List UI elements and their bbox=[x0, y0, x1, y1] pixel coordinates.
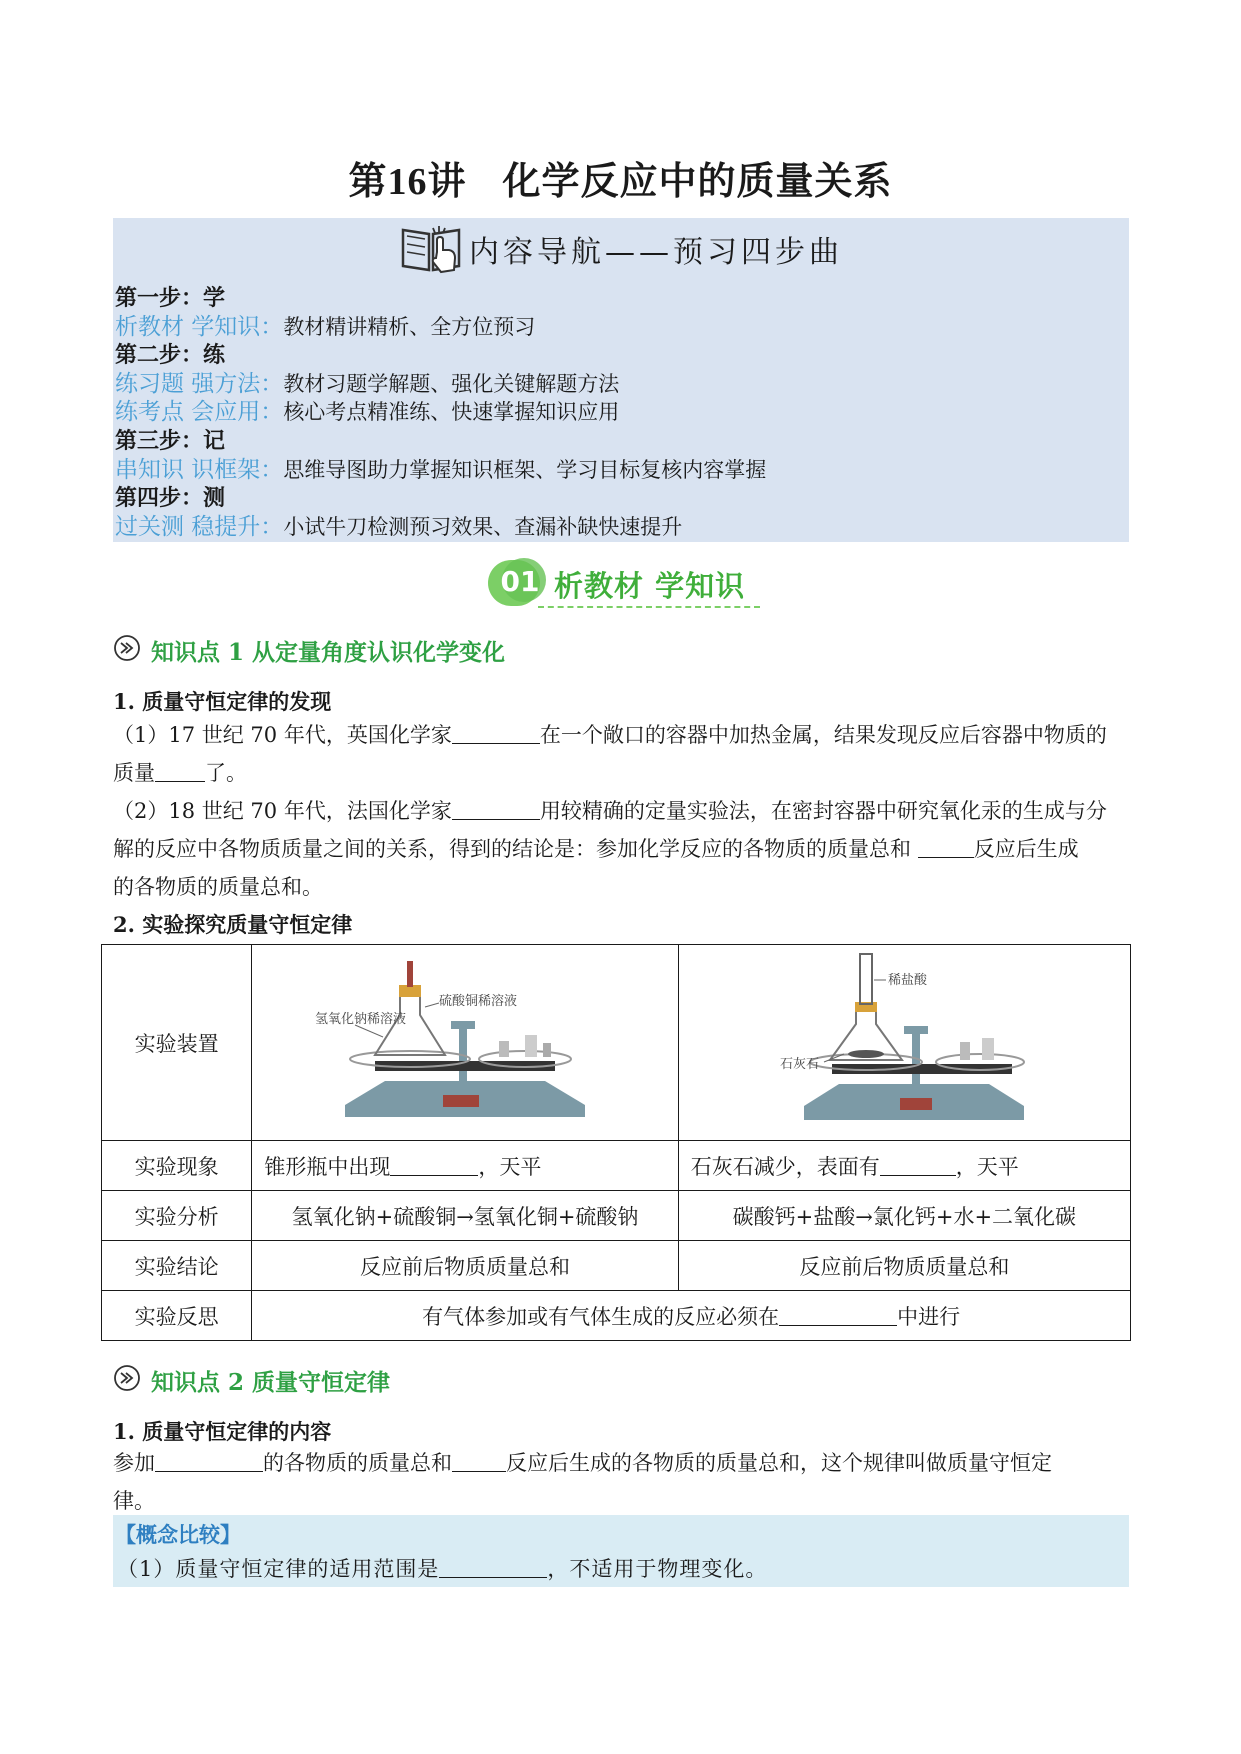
nav-item-4: 串知识 识框架：思维导图助力掌握知识框架、学习目标复核内容掌握 bbox=[115, 456, 767, 483]
phenomenon-2: 石灰石减少，表面有 ，天平 bbox=[678, 1141, 1130, 1191]
nav-step-4: 第四步：测 bbox=[115, 485, 226, 512]
label-dilute-hcl: 稀盐酸 bbox=[888, 973, 928, 988]
conclusion-1: 反应前后物质质量总和 bbox=[252, 1241, 678, 1291]
lecture-number: 第16讲 bbox=[348, 161, 467, 203]
blank-scope[interactable] bbox=[439, 1555, 547, 1578]
concept-comparison bbox=[113, 1515, 1129, 1587]
balance-flask-icon bbox=[315, 955, 615, 1125]
reflection: 有气体参加或有气体生成的反应必须在 中进行 bbox=[252, 1291, 1131, 1341]
section-label: 析教材 学知识 bbox=[554, 569, 746, 603]
arrow-circle-icon bbox=[113, 1364, 141, 1392]
blank-reflection[interactable] bbox=[779, 1303, 897, 1326]
blank-phenomenon-2[interactable] bbox=[880, 1153, 956, 1176]
nav-heading-text: 内容导航——预习四步曲 bbox=[469, 235, 843, 270]
book-pointer-icon bbox=[399, 222, 463, 276]
page-title bbox=[0, 150, 1241, 205]
kp1-paragraph-1: （1）17 世纪 70 年代，英国化学家 在一个敞口的容器中加热金属，结果发现反应后容器中物质的 质量 了。 bbox=[113, 723, 1107, 785]
blank-mass-change[interactable] bbox=[155, 759, 205, 782]
blank-phenomenon-1[interactable] bbox=[390, 1153, 478, 1176]
kp1-title: 知识点 1 从定量角度认识化学变化 bbox=[151, 639, 506, 666]
label-sodium-hydroxide: 氢氧化钠稀溶液 bbox=[315, 1012, 407, 1027]
section-banner bbox=[488, 556, 758, 612]
apparatus-image-2 bbox=[678, 945, 1130, 1141]
concept-line-1: （1）质量守恒定律的适用范围是 ，不适用于物理变化。 bbox=[117, 1557, 768, 1581]
nav-item-3: 练考点 会应用：核心考点精准练、快速掌握知识应用 bbox=[115, 399, 620, 426]
blank-equal[interactable] bbox=[452, 1449, 506, 1472]
phenomenon-1: 锥形瓶中出现 ，天平 bbox=[252, 1141, 678, 1191]
nav-step-2: 第二步：练 bbox=[115, 342, 226, 369]
conclusion-2: 反应前后物质质量总和 bbox=[678, 1241, 1130, 1291]
experiment-table bbox=[101, 944, 1131, 1341]
kp2-title: 知识点 2 质量守恒定律 bbox=[151, 1369, 391, 1396]
balance-flask-acid-icon bbox=[754, 950, 1054, 1130]
nav-step-3: 第三步：记 bbox=[115, 427, 226, 454]
nav-item-2: 练习题 强方法：教材习题学解题、强化关键解题方法 bbox=[115, 370, 620, 397]
row-label-conclusion: 实验结论 bbox=[102, 1241, 252, 1291]
arrow-circle-icon bbox=[113, 634, 141, 662]
label-copper-sulfate: 硫酸铜稀溶液 bbox=[439, 994, 518, 1009]
kp1-paragraph-2: （2）18 世纪 70 年代，法国化学家 用较精确的定量实验法，在密封容器中研究氧化汞的生成与分 解的反应中各物质质量之间的关系，得到的结论是：参加化学反应的各物质的质量总和 反应后生成 的各物质的质量总和。 bbox=[113, 799, 1107, 899]
blank-participate[interactable] bbox=[155, 1449, 263, 1472]
blank-chemist-2[interactable] bbox=[452, 797, 540, 820]
concept-heading: 【概念比较】 bbox=[115, 1522, 241, 1547]
table-row bbox=[102, 1291, 1131, 1341]
table-row bbox=[102, 1141, 1131, 1191]
blank-chemist-1[interactable] bbox=[452, 721, 540, 744]
analysis-1: 氢氧化钠+硫酸铜→氢氧化铜+硫酸钠 bbox=[252, 1191, 678, 1241]
kp2-heading-1: 1. 质量守恒定律的内容 bbox=[113, 1419, 332, 1444]
nav-item-1: 析教材 学知识：教材精讲精析、全方位预习 bbox=[115, 313, 536, 340]
kp1-heading-2: 2. 实验探究质量守恒定律 bbox=[113, 912, 353, 937]
table-row bbox=[102, 1191, 1131, 1241]
kp1-heading-1: 1. 质量守恒定律的发现 bbox=[113, 689, 332, 714]
table-row bbox=[102, 1241, 1131, 1291]
blank-relation[interactable] bbox=[918, 835, 974, 858]
kp2-paragraph-1: 参加 的各物质的质量总和 反应后生成的各物质的质量总和，这个规律叫做质量守恒定 律。 bbox=[113, 1451, 1052, 1513]
nav-heading bbox=[113, 222, 1129, 284]
nav-item-5: 过关测 稳提升：小试牛刀检测预习效果、查漏补缺快速提升 bbox=[115, 513, 683, 540]
lecture-topic: 化学反应中的质量关系 bbox=[502, 158, 893, 203]
analysis-2: 碳酸钙+盐酸→氯化钙+水+二氧化碳 bbox=[678, 1191, 1130, 1241]
table-row bbox=[102, 945, 1131, 1141]
row-label-reflection: 实验反思 bbox=[102, 1291, 252, 1341]
row-label-phenomenon: 实验现象 bbox=[102, 1141, 252, 1191]
row-label-apparatus: 实验装置 bbox=[102, 945, 252, 1141]
apparatus-image-1 bbox=[252, 945, 678, 1141]
nav-step-1: 第一步：学 bbox=[115, 285, 226, 311]
section-underline bbox=[538, 606, 760, 608]
nav-list bbox=[115, 284, 766, 541]
section-number: 01 bbox=[500, 565, 540, 598]
content-navigation bbox=[113, 218, 1129, 542]
row-label-analysis: 实验分析 bbox=[102, 1191, 252, 1241]
label-limestone: 石灰石 bbox=[780, 1057, 820, 1072]
